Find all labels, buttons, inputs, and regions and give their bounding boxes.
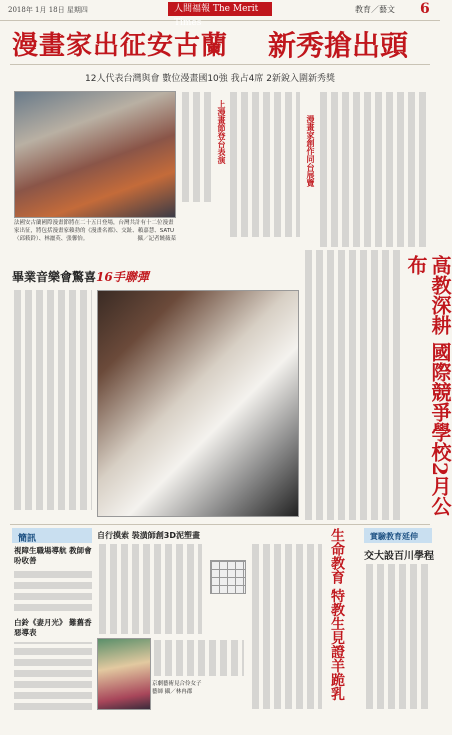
mid-inset-photo: [210, 560, 246, 594]
right-brief-text: [364, 564, 432, 709]
lead-article-text: [228, 92, 300, 237]
left-brief-text: [14, 642, 92, 712]
lead-article-text: [180, 92, 214, 202]
bottom-vertical-headline: 生命教育 特教生見證羊跪乳: [329, 528, 345, 701]
mid-article-text: [250, 544, 322, 709]
left-brief-text: [14, 568, 92, 613]
section-label: 教育／藝文: [355, 5, 395, 14]
mid-article-text: [152, 640, 244, 676]
lead-photo: [14, 91, 176, 218]
lead-photo-caption: 法國安古蘭國際漫畫節將在二十五日登場，台灣共計有十二位漫畫家出征，將包括漫畫家賴勃的《漫畫名都》、交趾、賴嘉慧、SATU（邱筱鈴）、林灑英、張馨怡。 攝／記者饒薇棻: [14, 220, 176, 242]
right-feature-text: [303, 250, 401, 520]
lead-sub-label-1: 上漫畫節登台表演: [217, 100, 227, 164]
opera-photo: [97, 638, 151, 710]
right-brief-headline: 交大設百川學程: [364, 551, 434, 562]
right-feature-headline: 高教深耕 國際競爭學校2月公布: [404, 255, 452, 516]
lead-subhead: 12人代表台灣與會 數位漫畫國10強 我占4席 2新銳入圍新秀獎: [85, 74, 335, 84]
piano-photo: [97, 290, 299, 517]
headline-divider: [10, 64, 430, 65]
lead-sub-label-2: 漫畫家創作同台展覽: [306, 115, 316, 187]
masthead-logo: 人間福報 The Merit Times: [168, 2, 272, 16]
right-brief-banner: 實驗教育延伸: [364, 528, 432, 543]
issue-date: 2018年 1月 18日 星期四: [8, 6, 88, 14]
left-brief-item-1: 視障生職場導航 教師會吩收善: [14, 546, 92, 565]
lead-article-text: [318, 92, 428, 247]
bottom-divider: [10, 524, 430, 525]
lead-headline-secondary: 新秀搶出頭: [268, 29, 409, 62]
lead-headline: 漫畫家出征安古蘭: [12, 31, 229, 61]
page-number: 6: [420, 1, 430, 17]
piano-article-text: [12, 290, 92, 510]
piano-headline: 畢業音樂會驚喜16手聯彈: [12, 270, 149, 284]
left-brief-banner: 簡訊: [12, 528, 92, 543]
mid-article-text: [97, 544, 202, 634]
opera-photo-caption: 京劇藝術見合伶女子藝師 攝／林冉郡: [152, 681, 202, 695]
mid-headline: 自行摸索 裝潢師創3D泥塑畫: [97, 531, 200, 540]
left-brief-item-2: 白鈴《妻月光》 難舊香惡導表: [14, 618, 92, 637]
